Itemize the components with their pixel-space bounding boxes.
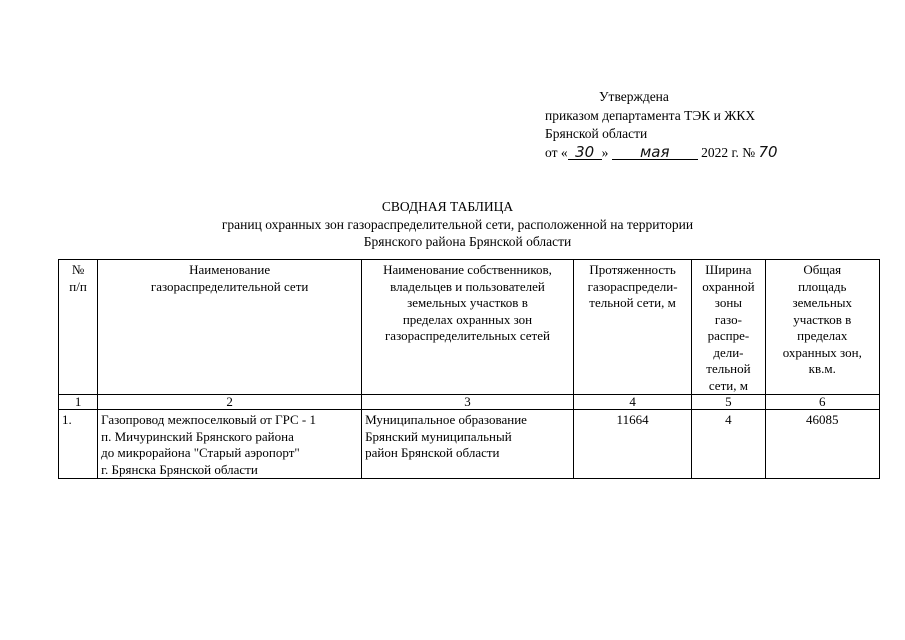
column-number: 4 — [573, 395, 691, 410]
column-number-row — [59, 395, 880, 410]
header-zone-width: Ширина охранной зоны газо- распре- дели- тельной сети, м — [692, 260, 765, 395]
document-heading: СВОДНАЯ ТАБЛИЦА — [381, 199, 514, 214]
zone-width-cell: 4 — [692, 410, 765, 479]
header-owners: Наименование собственников, владельцев и пользователей земельных участков в пределах охранных зон газораспределительных сетей — [362, 260, 574, 395]
document-title-block — [0, 198, 905, 251]
document-subtitle-region: Брянского района Брянской области — [363, 234, 572, 249]
header-total-area: Общая площадь земельных участков в пределах охранных зон, кв.м. — [765, 260, 879, 395]
approval-date-line — [545, 144, 791, 163]
summary-table — [58, 259, 880, 479]
approval-title: Утверждена — [599, 89, 669, 104]
column-number: 1 — [59, 395, 98, 410]
owners-cell: Муниципальное образование Брянский муниципальный район Брянской области — [362, 410, 574, 479]
approval-block — [545, 88, 791, 162]
handwritten-order-number: 70 — [758, 142, 778, 161]
area-cell: 46085 — [765, 410, 879, 479]
table-header-row — [59, 260, 880, 395]
date-year: 2022 г. — [701, 144, 739, 160]
row-number: 1. — [59, 410, 98, 479]
column-number: 6 — [765, 395, 879, 410]
handwritten-day: 30 — [568, 145, 602, 160]
document-subtitle: границ охранных зон газораспределительной сети, расположенной на территории — [221, 216, 694, 232]
header-network-name: Наименование газораспределительной сети — [98, 260, 362, 395]
column-number: 3 — [362, 395, 574, 410]
header-number: № п/п — [59, 260, 98, 395]
column-number: 2 — [98, 395, 362, 410]
column-number: 5 — [692, 395, 765, 410]
length-cell: 11664 — [573, 410, 691, 479]
number-sign: № — [742, 144, 756, 160]
approval-order-text: приказом департамента ТЭК и ЖКХ — [545, 107, 756, 123]
date-prefix: от « — [545, 144, 568, 160]
header-length: Протяженность газораспредели- тельной сети, м — [573, 260, 691, 395]
table-row — [59, 410, 880, 479]
handwritten-month: мая — [612, 145, 698, 160]
network-name-cell: Газопровод межпоселковый от ГРС - 1 п. Мичуринский Брянского района до микрорайона "Старый аэропорт" г. Брянска Брянской области — [98, 410, 362, 479]
date-separator: » — [601, 144, 609, 160]
approval-region-text: Брянской области — [545, 126, 648, 141]
